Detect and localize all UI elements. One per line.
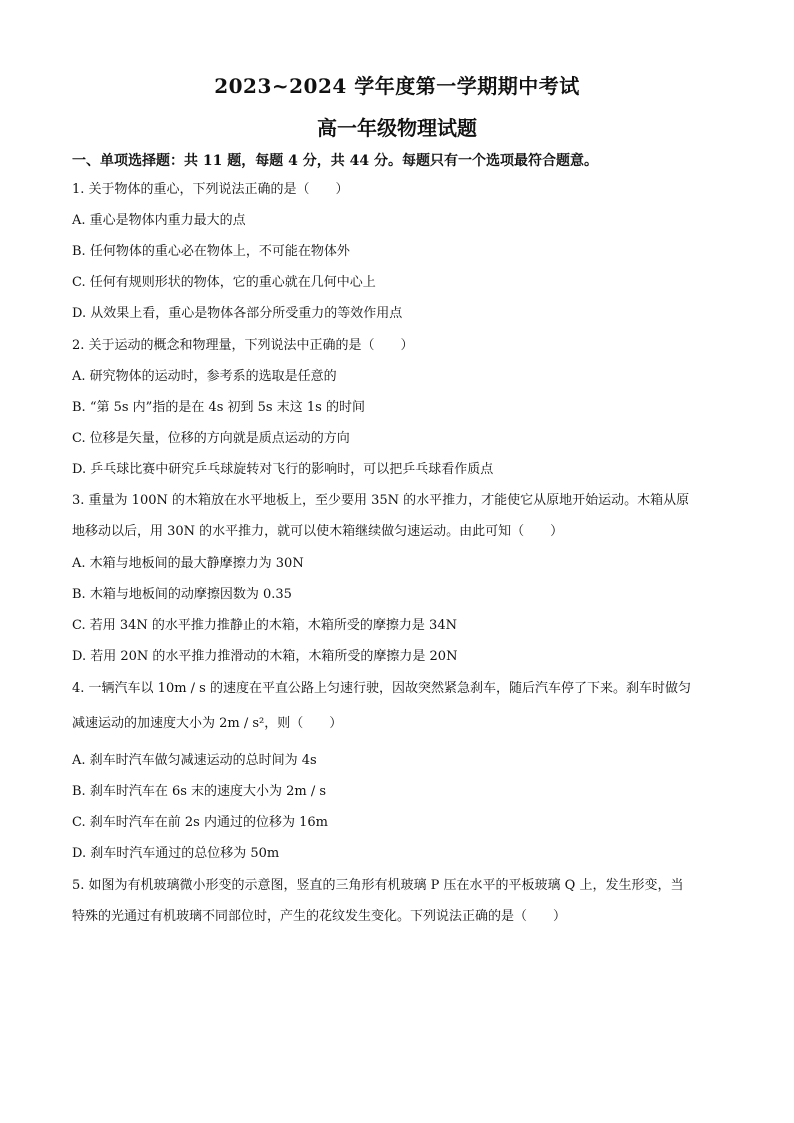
question-1-stem: 1. 关于物体的重心，下列说法正确的是（ ） xyxy=(72,182,349,197)
question-2-stem: 2. 关于运动的概念和物理量，下列说法中正确的是（ ） xyxy=(72,338,414,353)
question-1-option-c: C. 任何有规则形状的物体，它的重心就在几何中心上 xyxy=(72,275,376,290)
question-4-option-a: A. 刹车时汽车做匀减速运动的总时间为 4s xyxy=(72,753,317,768)
question-2-option-c: C. 位移是矢量，位移的方向就是质点运动的方向 xyxy=(72,431,350,446)
question-2-option-a: A. 研究物体的运动时，参考系的选取是任意的 xyxy=(72,369,337,384)
question-4-option-b: B. 刹车时汽车在 6s 末的速度大小为 2m / s xyxy=(72,784,327,799)
question-4-option-d: D. 刹车时汽车通过的总位移为 50m xyxy=(72,846,280,861)
question-3-option-b: B. 木箱与地板间的动摩擦因数为 0.35 xyxy=(72,587,292,602)
question-1-option-b: B. 任何物体的重心必在物体上，不可能在物体外 xyxy=(72,244,350,259)
question-5-stem-line-1: 5. 如图为有机玻璃微小形变的示意图，竖直的三角形有机玻璃 P 压在水平的平板玻璃 Q 上，发生形变，当 xyxy=(72,878,684,893)
question-3-stem-line-2: 地移动以后，用 30N 的水平推力，就可以使木箱继续做匀速运动。由此可知（ ） xyxy=(72,524,564,539)
question-4-stem-line-2: 减速运动的加速度大小为 2m / s²，则（ ） xyxy=(72,716,343,731)
question-4-stem-line-1: 4. 一辆汽车以 10m / s 的速度在平直公路上匀速行驶，因故突然紧急刹车，随后汽车停了下来。刹车时做匀 xyxy=(72,681,691,696)
exam-title: 2023~2024 学年度第一学期期中考试 xyxy=(214,74,580,98)
question-3-option-d: D. 若用 20N 的水平推力推滑动的木箱，木箱所受的摩擦力是 20N xyxy=(72,649,458,664)
exam-subtitle: 高一年级物理试题 xyxy=(317,116,477,140)
section-heading: 一、单项选择题：共 11 题，每题 4 分，共 44 分。每题只有一个选项最符合题意。 xyxy=(72,153,598,169)
question-5-stem-line-2: 特殊的光通过有机玻璃不同部位时，产生的花纹发生变化。下列说法正确的是（ ） xyxy=(72,909,567,924)
question-3-stem-line-1: 3. 重量为 100N 的木箱放在水平地板上，至少要用 35N 的水平推力，才能使它从原地开始运动。木箱从原 xyxy=(72,493,690,508)
question-2-option-b: B. “第 5s 内”指的是在 4s 初到 5s 末这 1s 的时间 xyxy=(72,400,365,415)
question-4-option-c: C. 刹车时汽车在前 2s 内通过的位移为 16m xyxy=(72,815,328,830)
question-3-option-a: A. 木箱与地板间的最大静摩擦力为 30N xyxy=(72,556,304,571)
question-3-option-c: C. 若用 34N 的水平推力推静止的木箱，木箱所受的摩擦力是 34N xyxy=(72,618,457,633)
question-1-option-d: D. 从效果上看，重心是物体各部分所受重力的等效作用点 xyxy=(72,306,403,321)
question-1-option-a: A. 重心是物体内重力最大的点 xyxy=(72,213,246,228)
question-2-option-d: D. 乒乓球比赛中研究乒乓球旋转对飞行的影响时，可以把乒乓球看作质点 xyxy=(72,462,494,477)
